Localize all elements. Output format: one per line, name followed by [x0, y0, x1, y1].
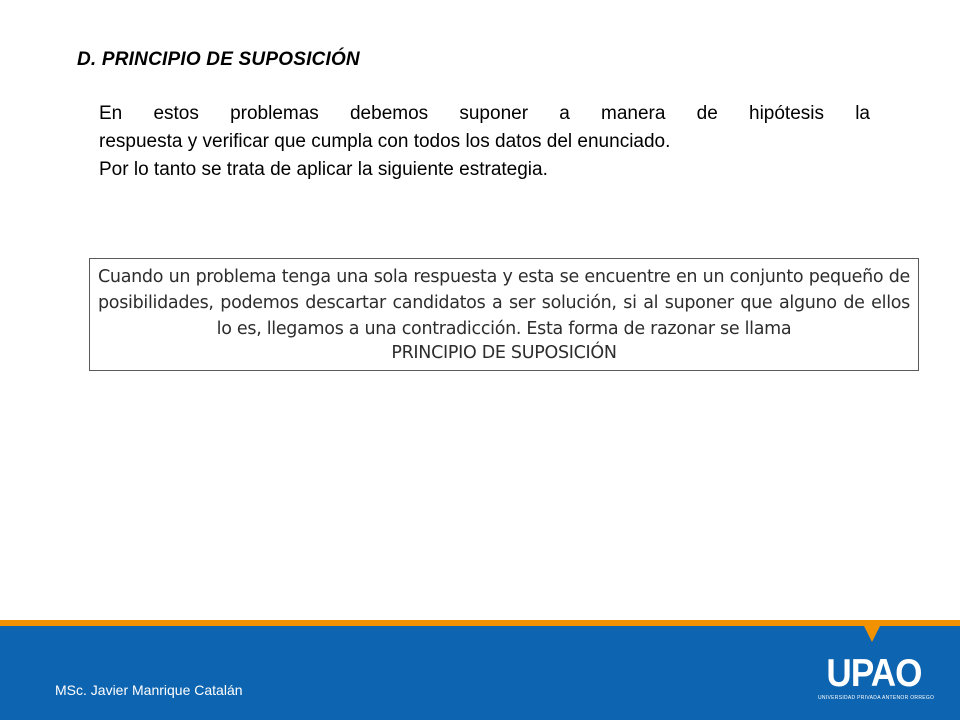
- callout-term: PRINCIPIO DE SUPOSICIÓN: [391, 343, 617, 363]
- footer-bar: [0, 620, 960, 720]
- intro-paragraph: [99, 100, 870, 184]
- intro-line: Por lo tanto se trata de aplicar la siguiente estrategia.: [99, 159, 548, 180]
- callout-body: Cuando un problema tenga una sola respuesta y esta se encuentre en un conjunto pequeño de posibilidades, podemos descartar candidatos a ser solución, si al suponer que alguno de ellos lo es, llegamos a una contradicción. Esta forma de razonar se llama: [98, 267, 910, 339]
- author-name: MSc. Javier Manrique Catalán: [55, 682, 243, 698]
- footer-band: [0, 626, 960, 720]
- logo-subtitle: UNIVERSIDAD PRIVADA ANTENOR ORREGO: [818, 695, 935, 701]
- intro-line: respuesta y verificar que cumpla con todos los datos del enunciado.: [99, 131, 671, 152]
- footer-notch-icon: [864, 626, 880, 642]
- intro-line: En estos problemas debemos suponer a manera de hipótesis la: [99, 103, 870, 124]
- logo-wordmark: UPAO: [826, 652, 922, 695]
- upao-logo: [818, 652, 935, 704]
- section-heading: D. PRINCIPIO DE SUPOSICIÓN: [77, 49, 360, 70]
- strategy-callout-box: [89, 258, 919, 371]
